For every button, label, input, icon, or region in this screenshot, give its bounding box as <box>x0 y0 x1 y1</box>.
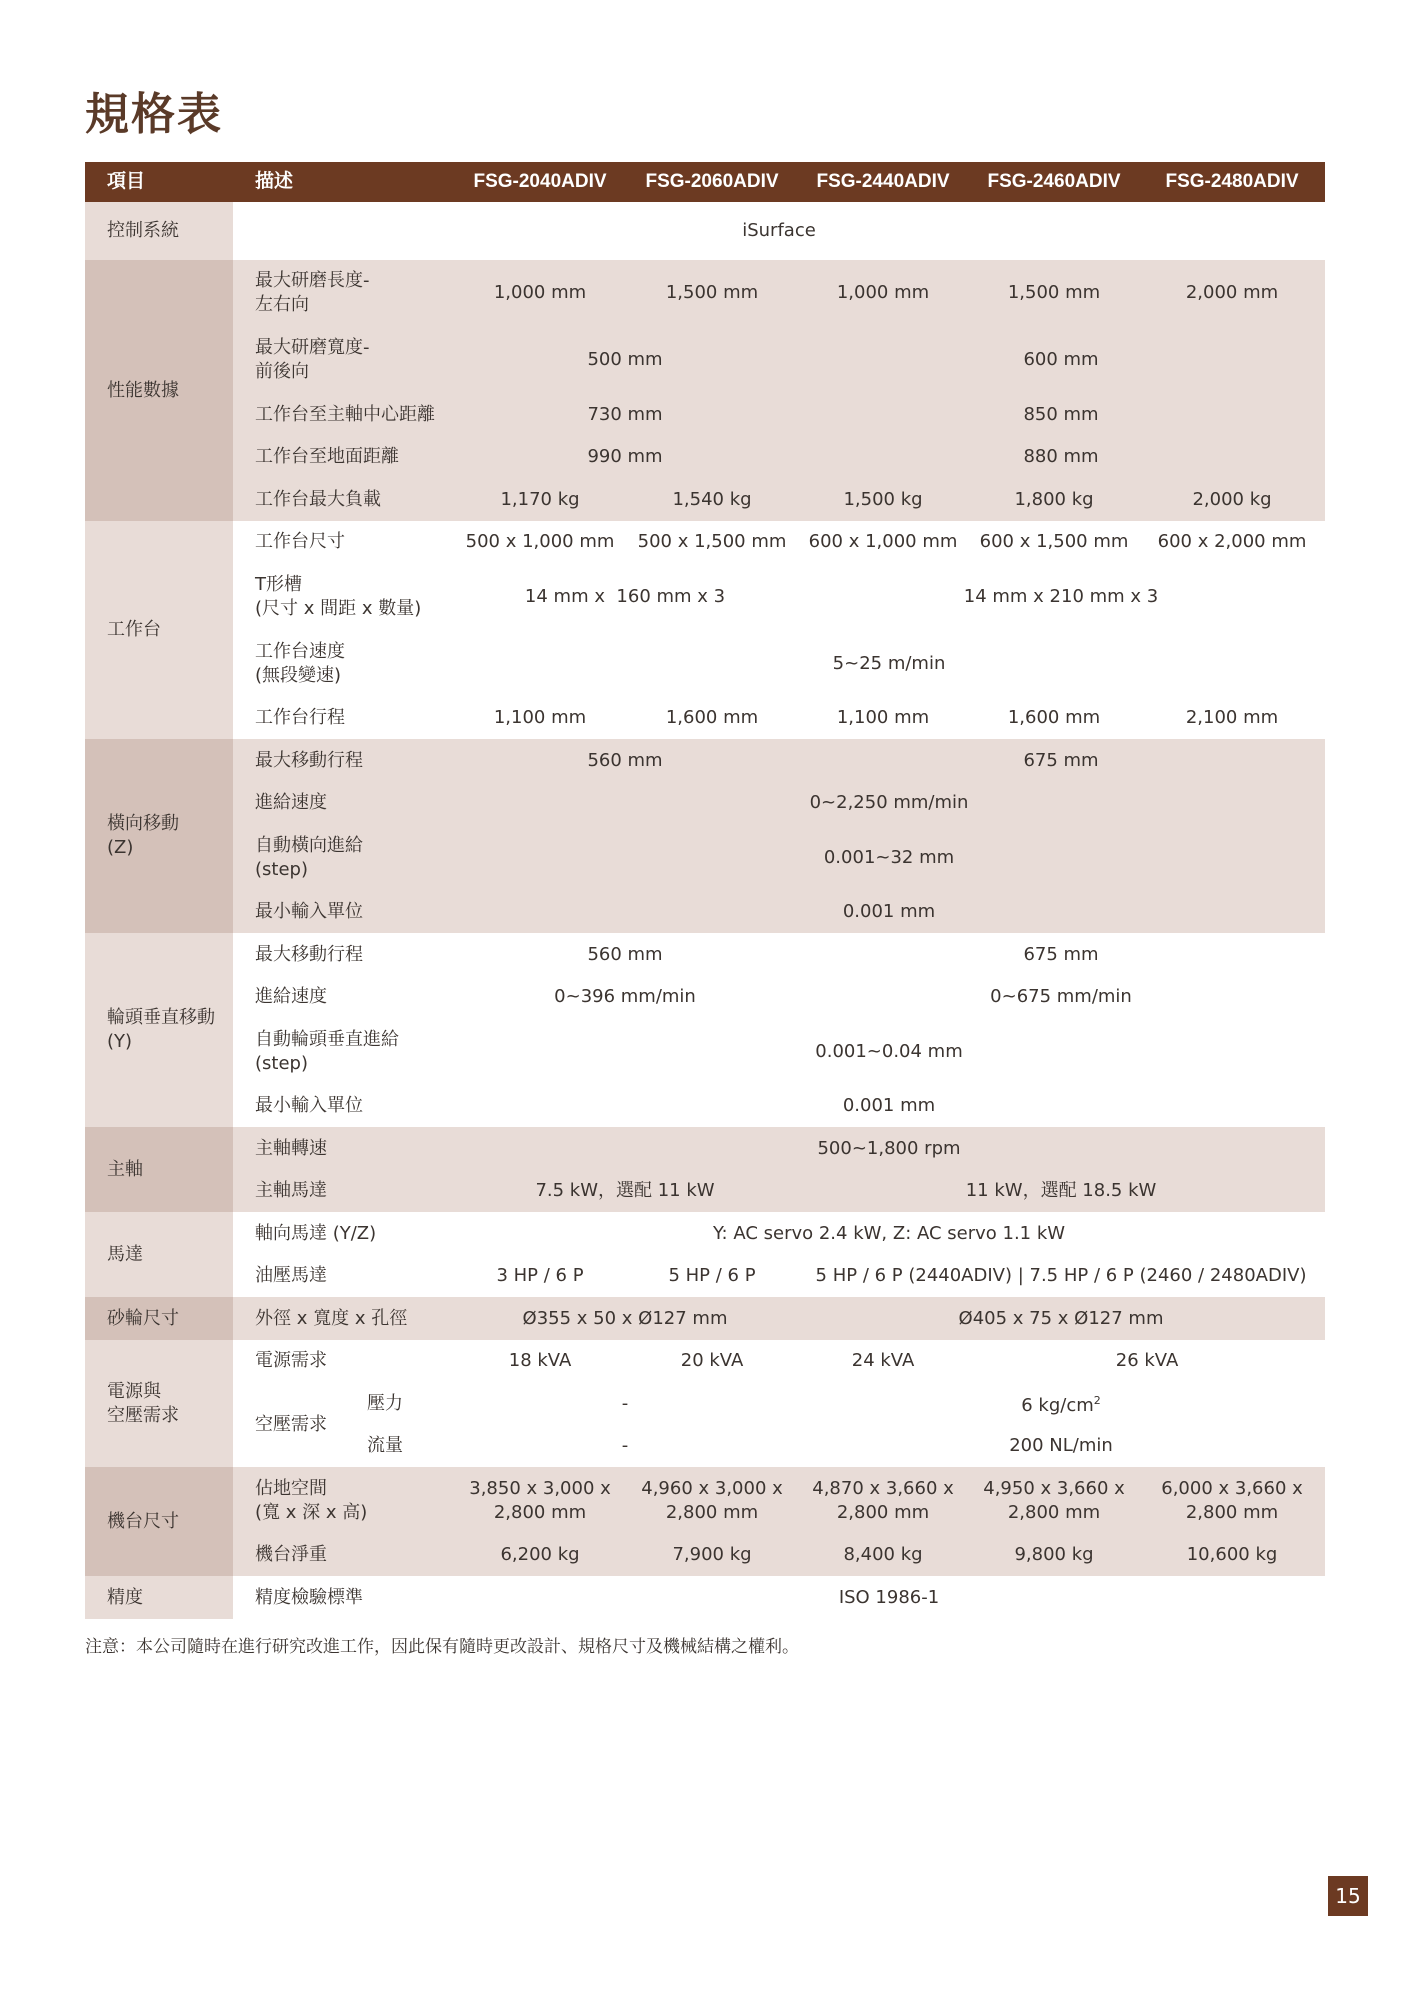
value-cell: 600 x 1,000 mm <box>797 521 969 563</box>
header-model-2: FSG-2060ADIV <box>627 162 797 202</box>
label-table-travel: 工作台行程 <box>233 697 453 739</box>
label-table-speed: 工作台速度 (無段變速) <box>233 630 453 697</box>
value-cell: 0~2,250 mm/min <box>453 782 1325 824</box>
row-floor-distance <box>85 436 1325 478</box>
value-cell: 1,500 mm <box>627 260 797 326</box>
cat-wheel-size: 砂輪尺寸 <box>85 1297 233 1340</box>
header-row <box>85 162 1325 202</box>
label-accuracy: 精度檢驗標準 <box>233 1576 453 1619</box>
value-cell: Y: AC servo 2.4 kW, Z: AC servo 1.1 kW <box>453 1212 1325 1255</box>
value-cell: ISO 1986-1 <box>453 1576 1325 1619</box>
label-vert-feed: 進給速度 <box>233 976 453 1018</box>
value-cell: 675 mm <box>797 739 1325 782</box>
row-table-size <box>85 521 1325 563</box>
cat-cross-movement: 橫向移動 (Z) <box>85 739 233 933</box>
value-cell: 0.001 mm <box>453 891 1325 933</box>
disclaimer-note: 注意：本公司隨時在進行研究改進工作，因此保有隨時更改設計、規格尺寸及機械結構之權利。 <box>85 1637 799 1657</box>
row-table-speed <box>85 630 1325 697</box>
label-air: 空壓需求 <box>233 1382 367 1467</box>
pressure-value: 6 kg/cm <box>1021 1395 1094 1416</box>
value-cell: 4,960 x 3,000 x 2,800 mm <box>627 1467 797 1534</box>
value-cell: 11 kW，選配 18.5 kW <box>797 1170 1325 1212</box>
row-vert-travel <box>85 933 1325 976</box>
value-cell: 10,600 kg <box>1139 1534 1325 1576</box>
value-cell: 1,500 mm <box>969 260 1139 326</box>
value-cell: 24 kVA <box>797 1340 969 1382</box>
value-cell: Ø355 x 50 x Ø127 mm <box>453 1297 797 1340</box>
cat-machine-size: 機台尺寸 <box>85 1467 233 1576</box>
row-vert-auto <box>85 1018 1325 1085</box>
value-cell: 0~396 mm/min <box>453 976 797 1018</box>
value-cell: 2,000 mm <box>1139 260 1325 326</box>
value-cell: 500 x 1,500 mm <box>627 521 797 563</box>
row-max-length <box>85 260 1325 326</box>
row-spindle-speed <box>85 1127 1325 1170</box>
cat-spindle: 主軸 <box>85 1127 233 1212</box>
value-cell: 20 kVA <box>627 1340 797 1382</box>
row-max-load <box>85 478 1325 521</box>
header-item: 項目 <box>85 162 233 202</box>
value-cell: 0.001 mm <box>453 1085 1325 1127</box>
value-cell: 1,100 mm <box>797 697 969 739</box>
value-cell: 600 mm <box>797 326 1325 393</box>
page-number: 15 <box>1328 1876 1368 1916</box>
value-cell: - <box>453 1382 797 1425</box>
value-cell: 200 NL/min <box>797 1425 1325 1467</box>
label-cross-auto: 自動橫向進給 (step) <box>233 824 453 891</box>
value-cell: Ø405 x 75 x Ø127 mm <box>797 1297 1325 1340</box>
row-max-width <box>85 326 1325 393</box>
value-cell: 14 mm x 160 mm x 3 <box>453 563 797 630</box>
value-cell: 600 x 1,500 mm <box>969 521 1139 563</box>
label-flow: 流量 <box>367 1425 453 1467</box>
cat-motor: 馬達 <box>85 1212 233 1297</box>
value-cell: 990 mm <box>453 436 797 478</box>
value-cell: 0.001~32 mm <box>453 824 1325 891</box>
row-cross-travel <box>85 739 1325 782</box>
cat-vertical-movement: 輪頭垂直移動 (Y) <box>85 933 233 1127</box>
cat-power-air: 電源與 空壓需求 <box>85 1340 233 1467</box>
label-weight: 機台淨重 <box>233 1534 453 1576</box>
value-cell: 26 kVA <box>969 1340 1325 1382</box>
value-cell: 1,000 mm <box>797 260 969 326</box>
value-cell: 500~1,800 rpm <box>453 1127 1325 1170</box>
row-center-distance <box>85 393 1325 436</box>
label-pressure: 壓力 <box>367 1382 453 1425</box>
value-cell: 880 mm <box>797 436 1325 478</box>
label-wheel-size: 外徑 x 寬度 x 孔徑 <box>233 1297 453 1340</box>
value-cell: 600 x 2,000 mm <box>1139 521 1325 563</box>
label-vert-auto: 自動輪頭垂直進給 (step) <box>233 1018 453 1085</box>
label-vert-travel: 最大移動行程 <box>233 933 453 976</box>
value-cell: 5~25 m/min <box>453 630 1325 697</box>
cat-accuracy: 精度 <box>85 1576 233 1619</box>
header-model-1: FSG-2040ADIV <box>453 162 627 202</box>
label-floor-space: 佔地空間 (寬 x 深 x 高) <box>233 1467 453 1534</box>
spec-table <box>85 162 1325 1619</box>
value-cell: 500 mm <box>453 326 797 393</box>
cat-performance: 性能數據 <box>85 260 233 521</box>
header-model-5: FSG-2480ADIV <box>1139 162 1325 202</box>
value-cell: 0~675 mm/min <box>797 976 1325 1018</box>
value-cell: 6,000 x 3,660 x 2,800 mm <box>1139 1467 1325 1534</box>
value-cell: 850 mm <box>797 393 1325 436</box>
value-cell: - <box>453 1425 797 1467</box>
label-table-size: 工作台尺寸 <box>233 521 453 563</box>
header-desc: 描述 <box>233 162 453 202</box>
row-t-slot <box>85 563 1325 630</box>
row-air-pressure <box>85 1382 1325 1425</box>
value-cell: 1,600 mm <box>969 697 1139 739</box>
value-cell: 7.5 kW，選配 11 kW <box>453 1170 797 1212</box>
value-cell: 560 mm <box>453 739 797 782</box>
label-power: 電源需求 <box>233 1340 453 1382</box>
value-cell: 14 mm x 210 mm x 3 <box>797 563 1325 630</box>
label-spindle-motor: 主軸馬達 <box>233 1170 453 1212</box>
value-cell: 9,800 kg <box>969 1534 1139 1576</box>
value-cell: 1,500 kg <box>797 478 969 521</box>
label-cross-feed: 進給速度 <box>233 782 453 824</box>
label-axis-motor: 軸向馬達 (Y/Z) <box>233 1212 453 1255</box>
row-power <box>85 1340 1325 1382</box>
value-cell: 1,540 kg <box>627 478 797 521</box>
value-cell: 1,600 mm <box>627 697 797 739</box>
row-cross-auto <box>85 824 1325 891</box>
value-cell: 2,000 kg <box>1139 478 1325 521</box>
value-cell: 4,950 x 3,660 x 2,800 mm <box>969 1467 1139 1534</box>
row-axis-motor <box>85 1212 1325 1255</box>
header-model-4: FSG-2460ADIV <box>969 162 1139 202</box>
row-oil-motor <box>85 1255 1325 1297</box>
row-cross-feed <box>85 782 1325 824</box>
value-cell: 3 HP / 6 P <box>453 1255 627 1297</box>
row-control <box>85 202 1325 260</box>
label-floor-distance: 工作台至地面距離 <box>233 436 453 478</box>
value-cell: 1,100 mm <box>453 697 627 739</box>
cat-worktable: 工作台 <box>85 521 233 739</box>
label-max-load: 工作台最大負載 <box>233 478 453 521</box>
row-vert-feed <box>85 976 1325 1018</box>
label-max-length: 最大研磨長度- 左右向 <box>233 260 453 326</box>
control-value: iSurface <box>233 202 1325 260</box>
value-cell: 675 mm <box>797 933 1325 976</box>
pressure-superscript: 2 <box>1093 1394 1101 1407</box>
value-cell: 730 mm <box>453 393 797 436</box>
row-cross-min <box>85 891 1325 933</box>
row-table-travel <box>85 697 1325 739</box>
value-cell: 5 HP / 6 P (2440ADIV) | 7.5 HP / 6 P (2460 / 2480ADIV) <box>797 1255 1325 1297</box>
value-cell: 500 x 1,000 mm <box>453 521 627 563</box>
label-cross-travel: 最大移動行程 <box>233 739 453 782</box>
label-cross-min: 最小輸入單位 <box>233 891 453 933</box>
value-cell: 7,900 kg <box>627 1534 797 1576</box>
value-cell: 2,100 mm <box>1139 697 1325 739</box>
label-spindle-speed: 主軸轉速 <box>233 1127 453 1170</box>
value-cell: 3,850 x 3,000 x 2,800 mm <box>453 1467 627 1534</box>
cat-control: 控制系統 <box>85 202 233 260</box>
row-spindle-motor <box>85 1170 1325 1212</box>
value-cell: 5 HP / 6 P <box>627 1255 797 1297</box>
value-cell: 1,170 kg <box>453 478 627 521</box>
label-oil-motor: 油壓馬達 <box>233 1255 453 1297</box>
row-vert-min <box>85 1085 1325 1127</box>
value-cell: 8,400 kg <box>797 1534 969 1576</box>
page-title: 規格表 <box>85 89 223 140</box>
label-vert-min: 最小輸入單位 <box>233 1085 453 1127</box>
row-weight <box>85 1534 1325 1576</box>
row-accuracy <box>85 1576 1325 1619</box>
value-cell: 18 kVA <box>453 1340 627 1382</box>
label-t-slot: T形槽 (尺寸 x 間距 x 數量) <box>233 563 453 630</box>
value-cell: 560 mm <box>453 933 797 976</box>
row-floor-space <box>85 1467 1325 1534</box>
header-model-3: FSG-2440ADIV <box>797 162 969 202</box>
value-cell: 1,800 kg <box>969 478 1139 521</box>
label-center-distance: 工作台至主軸中心距離 <box>233 393 453 436</box>
value-cell: 1,000 mm <box>453 260 627 326</box>
value-cell: 6,200 kg <box>453 1534 627 1576</box>
value-cell: 4,870 x 3,660 x 2,800 mm <box>797 1467 969 1534</box>
row-wheel-size <box>85 1297 1325 1340</box>
value-cell: 0.001~0.04 mm <box>453 1018 1325 1085</box>
label-max-width: 最大研磨寬度- 前後向 <box>233 326 453 393</box>
value-cell <box>797 1382 1325 1425</box>
